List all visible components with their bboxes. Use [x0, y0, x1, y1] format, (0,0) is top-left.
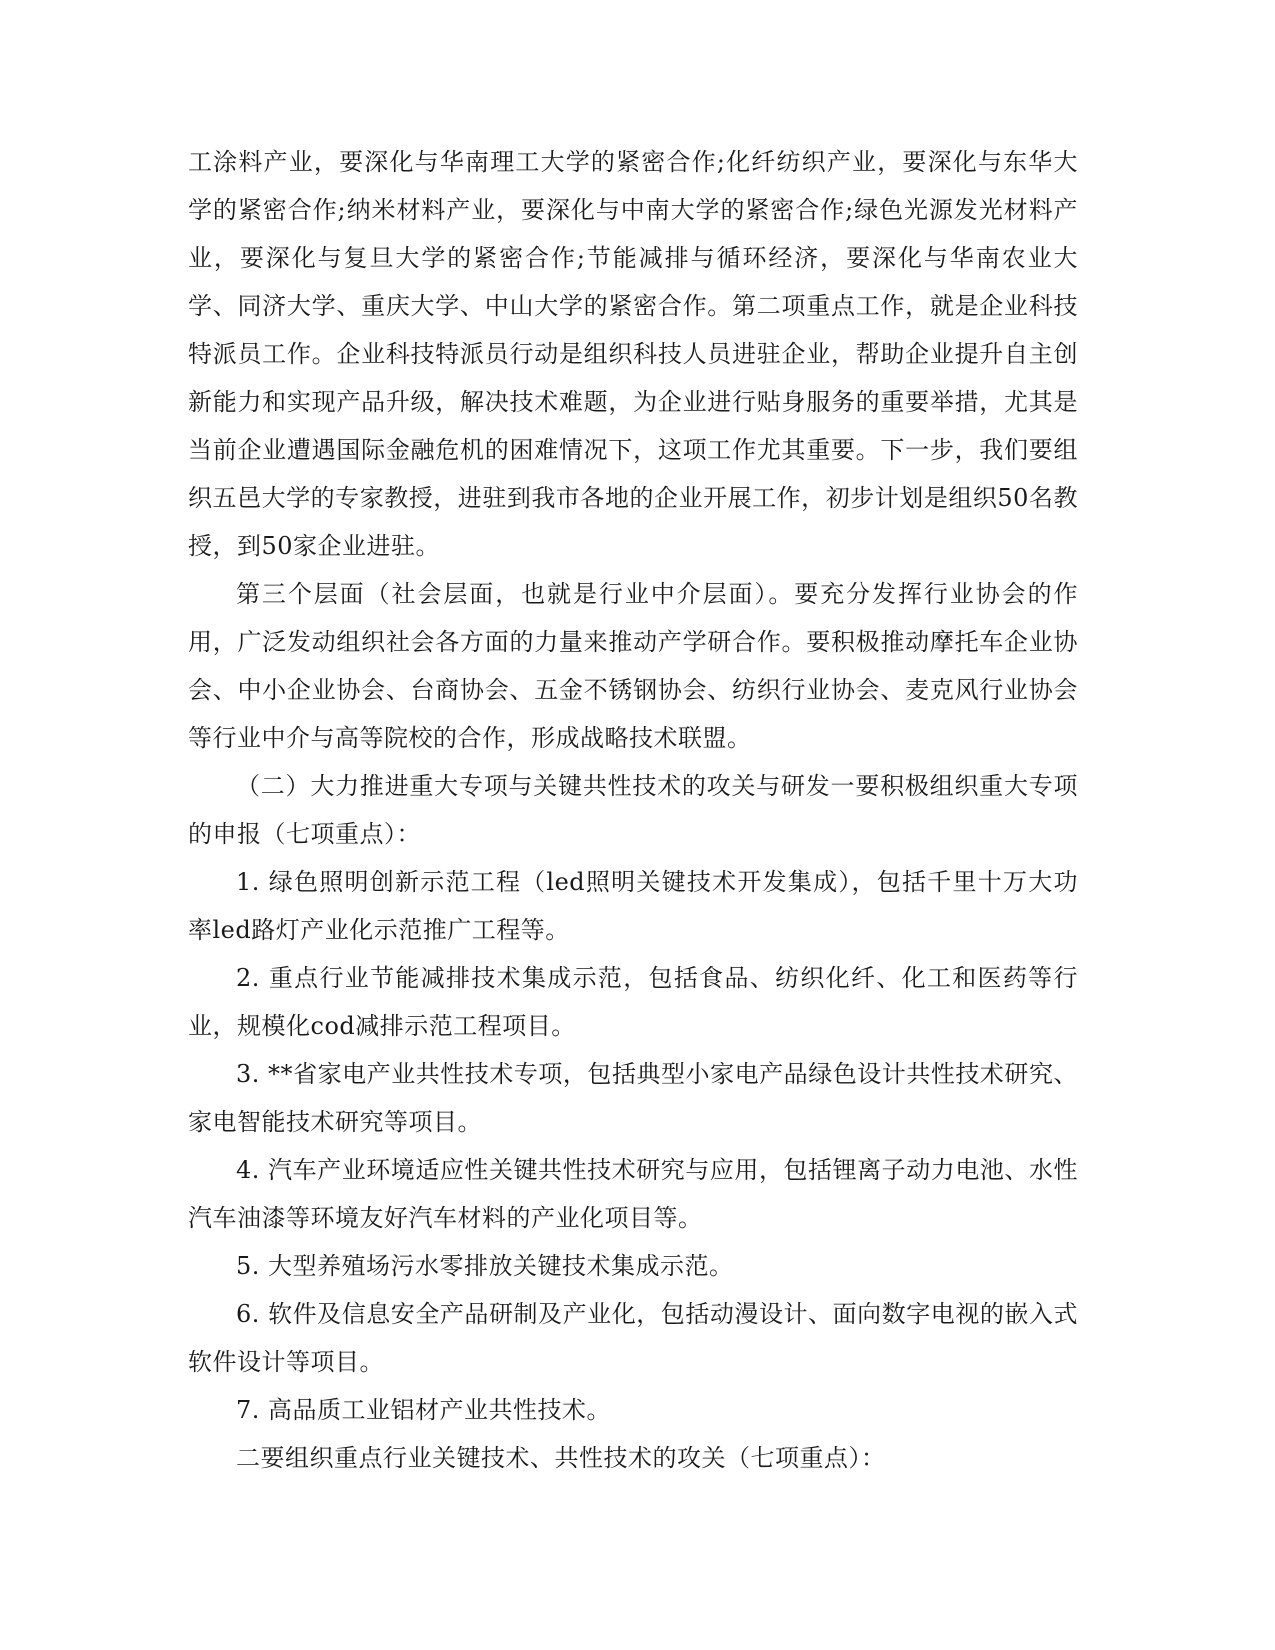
list-item-2: 2. 重点行业节能减排技术集成示范，包括食品、纺织化纤、化工和医药等行业，规模化cod减排示范工程项目。 — [188, 964, 1078, 1040]
list-item-7: 7. 高品质工业铝材产业共性技术。 — [236, 1396, 612, 1424]
paragraph-third-level: 第三个层面（社会层面，也就是行业中介层面）。要充分发挥行业协会的作用，广泛发动组织社会各方面的力量来推动产学研合作。要积极推动摩托车企业协会、中小企业协会、台商协会、五金不锈钢协会、纺织行业协会、麦克风行业协会等行业中介与高等院校的合作，形成战略技术联盟。 — [188, 580, 1078, 752]
paragraph-section-two-heading: （二）大力推进重大专项与关键共性技术的攻关与研发一要积极组织重大专项的申报（七项重点）： — [188, 772, 1078, 848]
list-item-6: 6. 软件及信息安全产品研制及产业化，包括动漫设计、面向数字电视的嵌入式软件设计等项目。 — [188, 1300, 1078, 1376]
list-item-3: 3. **省家电产业共性技术专项，包括典型小家电产品绿色设计共性技术研究、家电智能技术研究等项目。 — [188, 1060, 1078, 1136]
list-item-5: 5. 大型养殖场污水零排放关键技术集成示范。 — [236, 1252, 734, 1280]
paragraph-cooperation-list: 工涂料产业，要深化与华南理工大学的紧密合作;化纤纺织产业，要深化与东华大学的紧密合作;纳米材料产业，要深化与中南大学的紧密合作;绿色光源发光材料产业，要深化与复旦大学的紧密合作;节能减排与循环经济，要深化与华南农业大学、同济大学、重庆大学、中山大学的紧密合作。第二项重点工作，就是企业科技特派员工作。企业科技特派员行动是组织科技人员进驻企业，帮助企业提升自主创新能力和实现产品升级，解决技术难题，为企业进行贴身服务的重要举措，尤其是当前企业遭遇国际金融危机的困难情况下，这项工作尤其重要。下一步，我们要组织五邑大学的专家教授，进驻到我市各地的企业开展工作，初步计划是组织50名教授，到50家企业进驻。 — [188, 148, 1078, 560]
paragraph-key-tech-heading: 二要组织重点行业关键技术、共性技术的攻关（七项重点）： — [236, 1444, 886, 1472]
list-item-4: 4. 汽车产业环境适应性关键共性技术研究与应用，包括锂离子动力电池、水性汽车油漆等环境友好汽车材料的产业化项目等。 — [188, 1156, 1078, 1232]
document-body — [188, 138, 1078, 1482]
list-item-1: 1. 绿色照明创新示范工程（led照明关键技术开发集成），包括千里十万大功率led路灯产业化示范推广工程等。 — [188, 868, 1078, 944]
